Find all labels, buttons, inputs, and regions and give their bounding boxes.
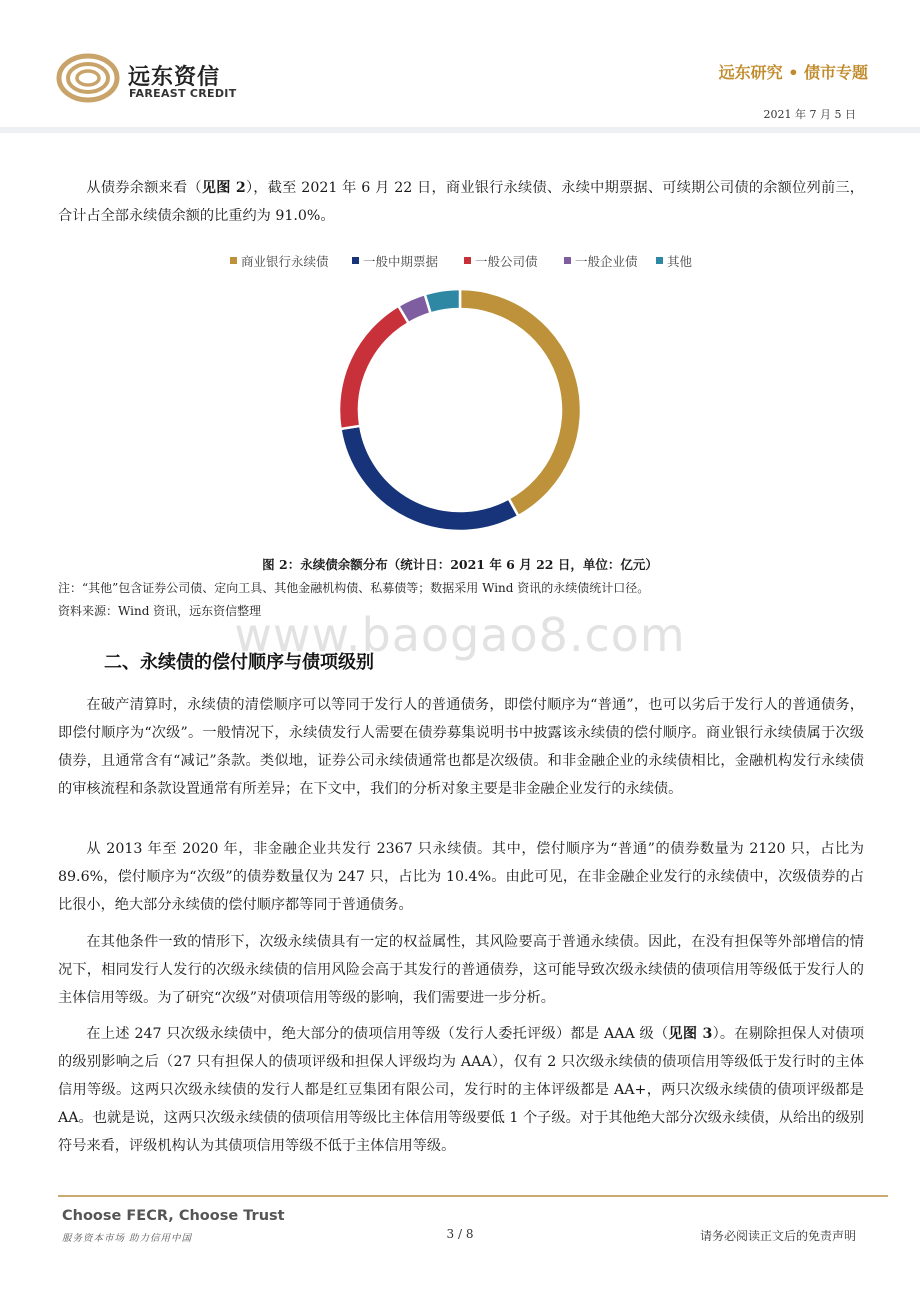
donut-slice-2	[340, 426, 518, 531]
body-paragraph: 从 2013 年至 2020 年，非金融企业共发行 2367 只永续债。其中，偿付顺序为“普通”的债券数量为 2120 只，占比为 89.6%，偿付顺序为“次级”的债券数量仅为 247 只，占比为 10.4%。由此可见，在非金融企业发行的永续债中，次级债券的占比很小，绝大部分永续债的偿付顺序都等同于普通债务。	[58, 841, 864, 913]
chart-legend	[230, 252, 730, 272]
figure-source: 资料来源：Wind 资讯，远东资信整理	[58, 604, 262, 618]
donut-chart	[330, 280, 590, 540]
legend-swatch	[230, 257, 237, 264]
legend-item: 商业银行永续债	[230, 252, 329, 270]
body-paragraph: 在其他条件一致的情形下，次级永续债具有一定的权益属性，其风险要高于普通永续债。因此，在没有担保等外部增信的情况下，相同发行人发行的次级永续债的信用风险会高于其发行的普通债券，这可能导致次级永续债的债项信用等级低于发行人的主体信用等级。为了研究“次级”对债项信用等级的影响，我们需要进一步分析。	[58, 934, 864, 1006]
report-date: 2021 年 7 月 5 日	[763, 108, 856, 121]
donut-slice-1	[460, 289, 581, 516]
report-series: 远东研究 • 债市专题	[718, 63, 868, 82]
legend-swatch	[656, 257, 663, 264]
logo-name-cn: 远东资信	[128, 65, 221, 90]
watermark: www.baogao8.com	[234, 608, 686, 662]
legend-item: 一般企业债	[564, 252, 638, 270]
figure-reference: 见图 2	[201, 180, 246, 196]
legend-swatch	[464, 257, 471, 264]
header-divider	[0, 127, 920, 133]
figure-reference: 见图 3	[668, 1026, 713, 1042]
footer-slogan-cn: 服务资本市场 助力信用中国	[62, 1233, 193, 1244]
page-number: 3 / 8	[446, 1227, 474, 1241]
legend-item: 一般公司债	[464, 252, 538, 270]
company-logo	[56, 52, 120, 104]
footer-divider	[58, 1195, 888, 1197]
footer-slogan-en: Choose FECR, Choose Trust	[62, 1208, 285, 1224]
legend-item: 一般中期票据	[352, 252, 438, 270]
disclaimer-note: 请务必阅读正文后的免责声明	[699, 1229, 856, 1243]
logo-name-en: FAREAST CREDIT	[129, 87, 237, 100]
section-heading: 二、永续债的偿付顺序与债项级别	[104, 652, 374, 673]
legend-swatch	[352, 257, 359, 264]
legend-item: 其他	[656, 252, 692, 270]
figure-note: 注：“其他”包含证券公司债、定向工具、其他金融机构债、私募债等；数据采用 Wind 资讯的永续债统计口径。	[58, 581, 650, 595]
body-paragraph: 在上述 247 只次级永续债中，绝大部分的债项信用等级（发行人委托评级）都是 AAA 级（见图 3）。在剔除担保人对债项的级别影响之后（27 只有担保人的债项评级和担保人评级均为 AAA），仅有 2 只次级永续债的债项信用等级低于发行时的主体信用等级。这两只次级永续债的发行人都是红豆集团有限公司，发行时的主体评级都是 AA+，两只次级永续债的债项评级都是 AA。也就是说，这两只次级永续债的债项信用等级比主体信用等级要低 1 个子级。对于其他绝大部分次级永续债，从给出的级别符号来看，评级机构认为其债项信用等级不低于主体信用等级。	[58, 1026, 865, 1154]
logo-mark-icon	[56, 52, 120, 104]
legend-swatch	[564, 257, 571, 264]
donut-chart-svg	[330, 280, 590, 540]
body-paragraph: 在破产清算时，永续债的清偿顺序可以等同于发行人的普通债务，即偿付顺序为“普通”，也可以劣后于发行人的普通债务，即偿付顺序为“次级”。一般情况下，永续债发行人需要在债券募集说明书中披露该永续债的偿付顺序。商业银行永续债属于次级债券，且通常含有“减记”条款。类似地，证券公司永续债通常也都是次级债。和非金融企业的永续债相比，金融机构发行永续债的审核流程和条款设置通常有所差异；在下文中，我们的分析对象主要是非金融企业发行的永续债。	[58, 697, 864, 797]
donut-slice-3	[339, 306, 409, 429]
figure-caption: 图 2：永续债余额分布（统计日：2021 年 6 月 22 日，单位：亿元）	[262, 557, 658, 572]
donut-slice-5	[425, 289, 460, 313]
intro-paragraph: 从债券余额来看（见图 2），截至 2021 年 6 月 22 日，商业银行永续债、永续中期票据、可续期公司债的余额位列前三，合计占全部永续债余额的比重约为 91.0%。	[58, 180, 864, 224]
